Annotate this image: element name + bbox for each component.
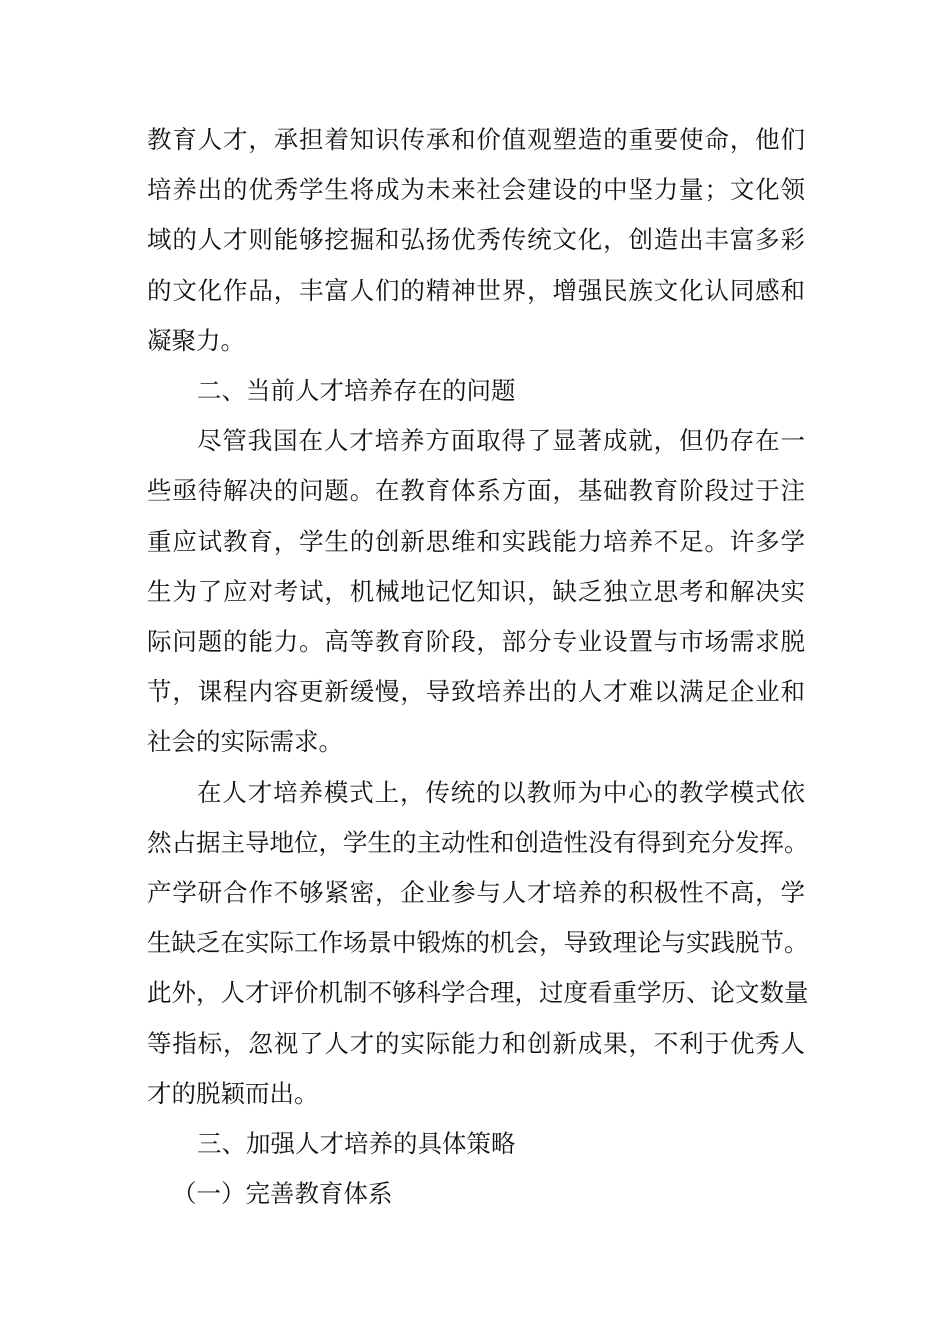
paragraph-line: 然占据主导地位，学生的主动性和创造性没有得到充分发挥。 <box>147 828 809 857</box>
paragraph-line: 教育人才，承担着知识传承和价值观塑造的重要使命，他们 <box>147 125 805 154</box>
paragraph-line: 些亟待解决的问题。在教育体系方面，基础教育阶段过于注 <box>147 476 805 505</box>
paragraph-line: 凝聚力。 <box>147 326 245 355</box>
paragraph-line: 此外，人才评价机制不够科学合理，过度看重学历、论文数量 <box>147 978 809 1007</box>
paragraph-line: 等指标，忽视了人才的实际能力和创新成果，不利于优秀人 <box>147 1029 805 1058</box>
paragraph-line: 生为了应对考试，机械地记忆知识，缺乏独立思考和解决实 <box>147 577 805 606</box>
paragraph-line: 才的脱颖而出。 <box>147 1079 319 1108</box>
paragraph-line: 社会的实际需求。 <box>147 727 343 756</box>
section-heading: 二、当前人才培养存在的问题 <box>197 376 516 405</box>
section-heading: 三、加强人才培养的具体策略 <box>197 1129 516 1158</box>
subsection-heading: （一）完善教育体系 <box>172 1179 393 1208</box>
paragraph-line: 尽管我国在人才培养方面取得了显著成就，但仍存在一 <box>197 426 805 455</box>
paragraph-line: 培养出的优秀学生将成为未来社会建设的中坚力量；文化领 <box>147 175 805 204</box>
paragraph-line: 域的人才则能够挖掘和弘扬优秀传统文化，创造出丰富多彩 <box>147 225 805 254</box>
paragraph-line: 的文化作品，丰富人们的精神世界，增强民族文化认同感和 <box>147 276 805 305</box>
paragraph-line: 重应试教育，学生的创新思维和实践能力培养不足。许多学 <box>147 527 805 556</box>
paragraph-line: 节，课程内容更新缓慢，导致培养出的人才难以满足企业和 <box>147 677 805 706</box>
paragraph-line: 在人才培养模式上，传统的以教师为中心的教学模式依 <box>197 778 805 807</box>
paragraph-line: 生缺乏在实际工作场景中锻炼的机会，导致理论与实践脱节。 <box>147 928 809 957</box>
paragraph-line: 产学研合作不够紧密，企业参与人才培养的积极性不高，学 <box>147 878 805 907</box>
paragraph-line: 际问题的能力。高等教育阶段，部分专业设置与市场需求脱 <box>147 627 805 656</box>
